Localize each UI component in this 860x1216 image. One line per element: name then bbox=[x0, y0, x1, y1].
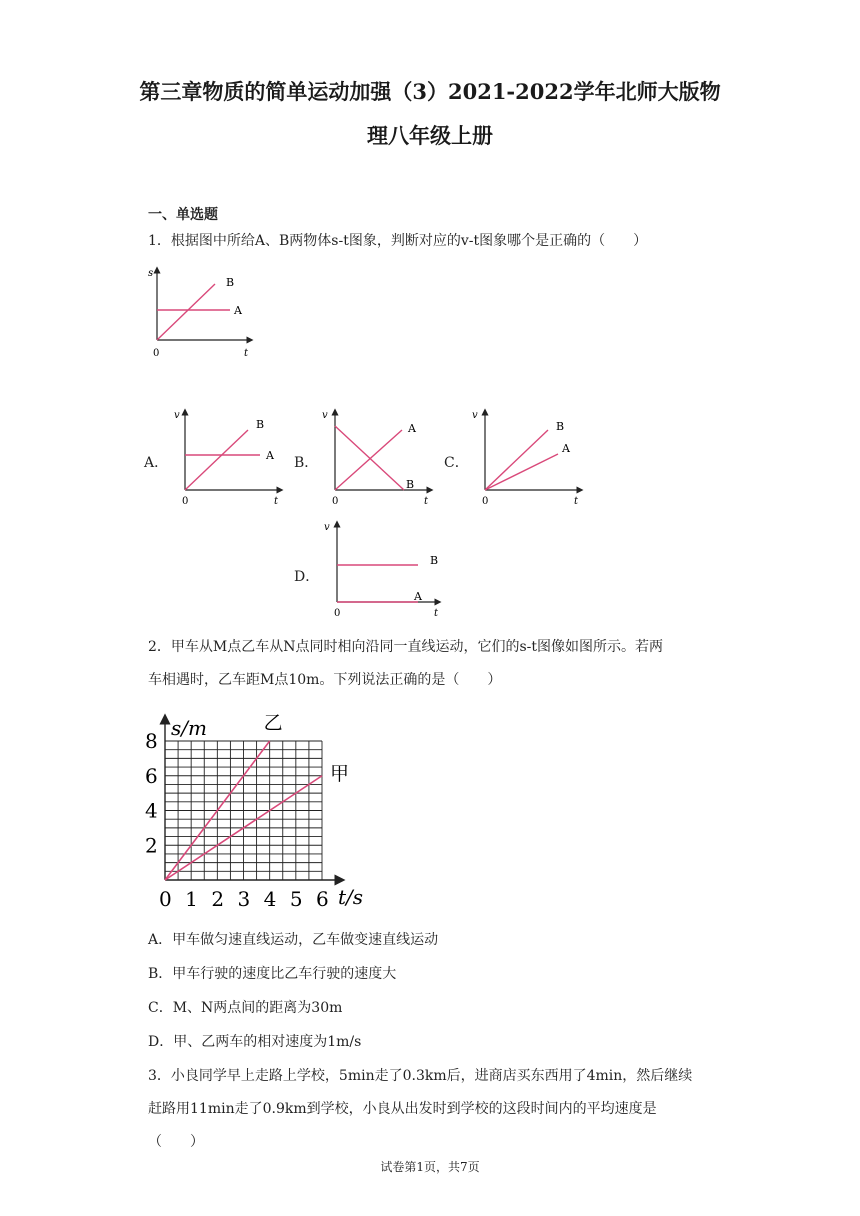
x-tick-label: 2 bbox=[211, 887, 225, 911]
y-axis-label: v bbox=[174, 410, 180, 421]
origin-label: 0 bbox=[332, 496, 339, 507]
line-a bbox=[485, 454, 558, 490]
page-title-line2: 理八年级上册 bbox=[367, 123, 493, 148]
series-label-0: 乙 bbox=[263, 712, 283, 734]
x-tick-label: 3 bbox=[237, 887, 251, 911]
x-tick-label: 6 bbox=[316, 887, 329, 911]
q1-option-a-letter[interactable]: A． bbox=[144, 455, 169, 471]
y-axis-label: s/m bbox=[171, 716, 207, 740]
x-tick-label: 0 bbox=[159, 887, 172, 911]
line-b bbox=[157, 284, 215, 340]
x-axis-label: t bbox=[424, 496, 429, 507]
origin-label: 0 bbox=[482, 496, 489, 507]
label-b: B bbox=[430, 554, 439, 567]
label-b: B bbox=[406, 478, 415, 491]
x-tick-label: 5 bbox=[289, 887, 303, 911]
question-1-stem: 1．根据图中所给A、B两物体s-t图象，判断对应的v-t图象哪个是正确的（ ） bbox=[148, 233, 648, 249]
x-tick-label: 1 bbox=[185, 887, 198, 911]
label-b: B bbox=[226, 276, 235, 289]
line-b bbox=[485, 430, 548, 490]
question-2-stem-line2: 车相遇时，乙车距M点10m。下列说法正确的是（ ） bbox=[148, 672, 502, 688]
question-3-stem-line3: （ ） bbox=[148, 1134, 204, 1150]
question-3-stem-line2: 赶路用11min走了0.9km到学校，小良从出发时到学校的这段时间内的平均速度是 bbox=[148, 1101, 657, 1117]
section-heading: 一、单选题 bbox=[148, 207, 218, 223]
q1-option-a-graph bbox=[168, 404, 293, 508]
origin-label: 0 bbox=[182, 496, 189, 507]
y-tick-label: 8 bbox=[145, 729, 158, 753]
label-a: A bbox=[234, 304, 242, 317]
q1-option-b-graph bbox=[318, 404, 443, 508]
question-3-stem-line1: 3．小良同学早上走路上学校，5min走了0.3km后，进商店买东西用了4min，然后继续 bbox=[148, 1068, 693, 1084]
label-b: B bbox=[556, 420, 565, 433]
label-a: A bbox=[562, 442, 570, 455]
y-tick-label: 4 bbox=[145, 798, 158, 823]
line-a bbox=[335, 430, 402, 490]
line-b bbox=[185, 430, 248, 490]
q2-option-a[interactable]: A．甲车做匀速直线运动，乙车做变速直线运动 bbox=[148, 932, 439, 948]
origin-label: 0 bbox=[334, 608, 341, 619]
y-axis-label: v bbox=[472, 410, 478, 421]
q2-option-b[interactable]: B．甲车行驶的速度比乙车行驶的速度大 bbox=[148, 966, 397, 982]
q1-option-c-graph bbox=[468, 404, 593, 508]
page-footer: 试卷第1页，共7页 bbox=[380, 1160, 480, 1174]
q1-option-d-letter[interactable]: D． bbox=[294, 569, 320, 585]
y-axis-label: v bbox=[322, 410, 328, 421]
label-a: A bbox=[408, 422, 416, 435]
x-axis-label: t bbox=[574, 496, 579, 507]
y-tick-label: 6 bbox=[145, 763, 158, 788]
label-b: B bbox=[256, 418, 265, 431]
question-2-stem-line1: 2．甲车从M点乙车从N点同时相向沿同一直线运动，它们的s-t图像如图所示。若两 bbox=[148, 639, 664, 655]
page-title-line1: 第三章物质的简单运动加强（3）2021-2022学年北师大版物 bbox=[139, 79, 721, 104]
q1-option-c-letter[interactable]: C． bbox=[444, 455, 469, 471]
label-a: A bbox=[266, 449, 274, 462]
y-axis-label: s bbox=[148, 268, 154, 279]
x-axis-label: t bbox=[434, 608, 439, 619]
label-a: A bbox=[414, 590, 422, 603]
x-axis-label: t bbox=[244, 348, 249, 359]
x-axis-label: t/s bbox=[338, 885, 364, 909]
q1-option-b-letter[interactable]: B． bbox=[294, 455, 319, 471]
origin-label: 0 bbox=[153, 348, 160, 359]
q2-option-c[interactable]: C．M、N两点间的距离为30m bbox=[148, 1000, 343, 1016]
q2-st-chart bbox=[138, 706, 370, 912]
y-tick-label: 2 bbox=[145, 833, 158, 858]
x-tick-label: 4 bbox=[263, 887, 277, 911]
x-axis-label: t bbox=[274, 496, 279, 507]
q1-main-graph bbox=[140, 262, 270, 362]
q1-option-d-graph bbox=[320, 516, 450, 620]
y-axis-label: v bbox=[324, 522, 330, 533]
series-label-1: 甲 bbox=[330, 762, 350, 785]
q2-option-d[interactable]: D．甲、乙两车的相对速度为1m/s bbox=[148, 1034, 362, 1050]
